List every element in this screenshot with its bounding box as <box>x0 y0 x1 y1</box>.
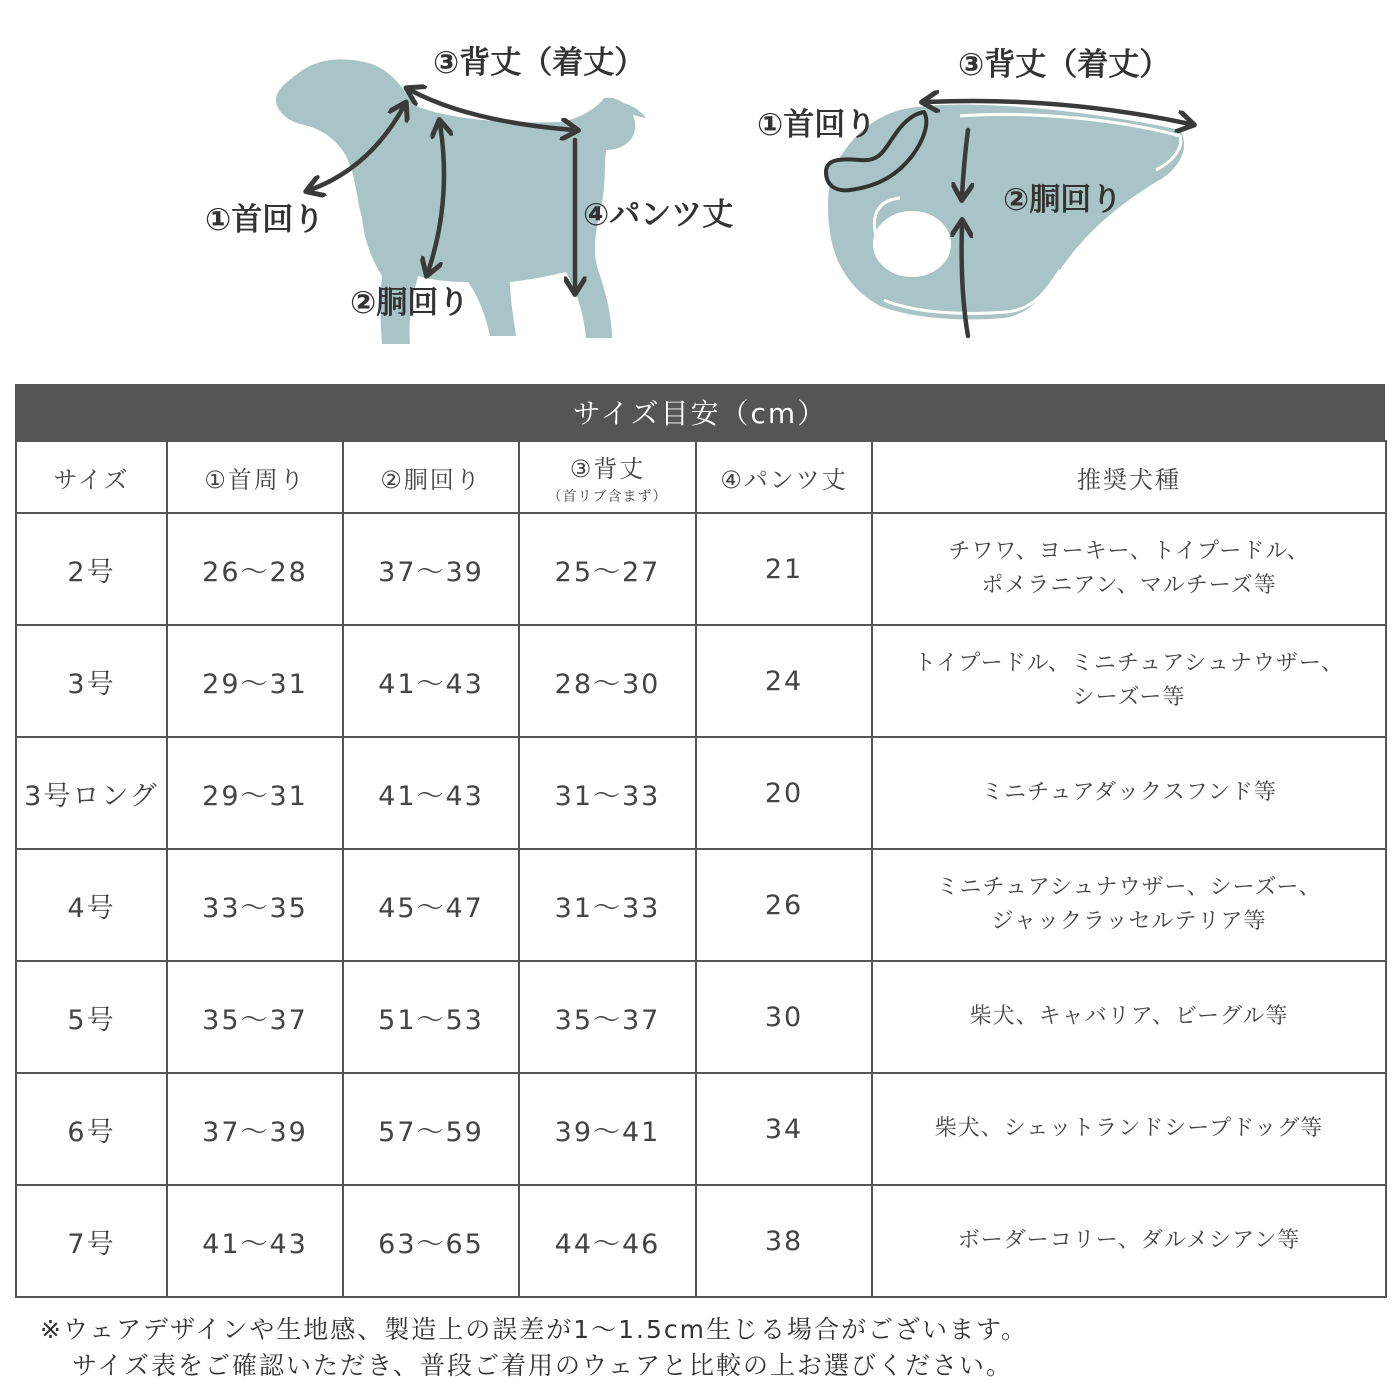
cell-back: 39～41 <box>519 1073 696 1185</box>
disclaimer-notes <box>40 1312 1380 1384</box>
dog-back-length-label: ③背丈（着丈） <box>433 45 646 81</box>
header-back-label: ③背丈 <box>569 454 646 483</box>
cell-size: 6号 <box>16 1073 167 1185</box>
header-chest: ②胴回り <box>343 441 519 513</box>
breed-line: ボーダーコリー、ダルメシアン等 <box>957 1228 1301 1253</box>
cell-size: 7号 <box>16 1185 167 1297</box>
cell-back: 31～33 <box>519 737 696 849</box>
cell-chest: 45～47 <box>343 849 519 961</box>
dog-pants-length-label: ④パンツ丈 <box>583 197 734 233</box>
cell-chest: 41～43 <box>343 625 519 737</box>
cell-back: 44～46 <box>519 1185 696 1297</box>
cell-breeds <box>872 737 1386 849</box>
size-table <box>15 440 1387 1298</box>
breed-line: ミニチュアダックスフンド等 <box>981 780 1277 805</box>
size-chart <box>15 384 1385 1298</box>
cell-pants: 38 <box>696 1185 872 1297</box>
table-header-row <box>16 441 1386 513</box>
header-back-note: （首リブ含まず） <box>547 488 668 505</box>
cell-neck: 26～28 <box>167 513 343 625</box>
cell-chest: 57～59 <box>343 1073 519 1185</box>
header-back <box>519 441 696 513</box>
cell-neck: 37～39 <box>167 1073 343 1185</box>
breed-line: ジャックラッセルテリア等 <box>991 909 1267 934</box>
cell-size: 2号 <box>16 513 167 625</box>
cell-breeds <box>872 513 1386 625</box>
cell-back: 28～30 <box>519 625 696 737</box>
cell-pants: 34 <box>696 1073 872 1185</box>
shirt-back-length-label: ③背丈（着丈） <box>958 47 1171 83</box>
cell-pants: 24 <box>696 625 872 737</box>
table-row <box>16 625 1386 737</box>
cell-chest: 63～65 <box>343 1185 519 1297</box>
cell-size: 3号ロング <box>16 737 167 849</box>
cell-size: 4号 <box>16 849 167 961</box>
cell-chest: 51～53 <box>343 961 519 1073</box>
cell-breeds <box>872 1073 1386 1185</box>
table-row <box>16 513 1386 625</box>
table-row <box>16 1185 1386 1297</box>
cell-pants: 30 <box>696 961 872 1073</box>
cell-pants: 20 <box>696 737 872 849</box>
header-neck: ①首周り <box>167 441 343 513</box>
measurement-illustration <box>0 0 1400 380</box>
cell-chest: 41～43 <box>343 737 519 849</box>
cell-back: 25～27 <box>519 513 696 625</box>
cell-neck: 29～31 <box>167 737 343 849</box>
measurement-diagram <box>0 0 1400 380</box>
dog-chest-label: ②胴回り <box>350 285 470 321</box>
cell-pants: 21 <box>696 513 872 625</box>
table-row <box>16 961 1386 1073</box>
shirt-neck-label: ①首回り <box>757 107 877 143</box>
dog-neck-label: ①首回り <box>205 202 325 238</box>
header-breeds: 推奨犬種 <box>872 441 1386 513</box>
cell-breeds <box>872 961 1386 1073</box>
cell-neck: 29～31 <box>167 625 343 737</box>
breed-line: ポメラニアン、マルチーズ等 <box>981 573 1277 598</box>
table-row <box>16 1073 1386 1185</box>
breed-line: 柴犬、キャバリア、ビーグル等 <box>969 1004 1289 1029</box>
shirt-chest-label: ②胴回り <box>1003 182 1123 218</box>
cell-breeds <box>872 625 1386 737</box>
table-row <box>16 737 1386 849</box>
header-pants: ④パンツ丈 <box>696 441 872 513</box>
breed-line: 柴犬、シェットランドシープドッグ等 <box>934 1116 1324 1141</box>
cell-breeds <box>872 1185 1386 1297</box>
breed-line: ミニチュアシュナウザー、シーズー、 <box>936 875 1322 900</box>
cell-back: 31～33 <box>519 849 696 961</box>
cell-neck: 33～35 <box>167 849 343 961</box>
cell-pants: 26 <box>696 849 872 961</box>
note-line-2: サイズ表をご確認いただき、普段ご着用のウェアと比較の上お選びください。 <box>72 1351 1014 1380</box>
cell-size: 3号 <box>16 625 167 737</box>
table-row <box>16 849 1386 961</box>
cell-neck: 41～43 <box>167 1185 343 1297</box>
size-chart-title: サイズ目安（cm） <box>15 384 1385 440</box>
cell-neck: 35～37 <box>167 961 343 1073</box>
cell-breeds <box>872 849 1386 961</box>
note-line-1: ※ウェアデザインや生地感、製造上の誤差が1～1.5cm生じる場合がございます。 <box>40 1315 1028 1344</box>
cell-back: 35～37 <box>519 961 696 1073</box>
breed-line: チワワ、ヨーキー、トイプードル、 <box>948 539 1310 564</box>
cell-chest: 37～39 <box>343 513 519 625</box>
breed-line: シーズー等 <box>1072 685 1186 710</box>
cell-size: 5号 <box>16 961 167 1073</box>
header-size: サイズ <box>16 441 167 513</box>
breed-line: トイプードル、ミニチュアシュナウザー、 <box>914 651 1344 676</box>
